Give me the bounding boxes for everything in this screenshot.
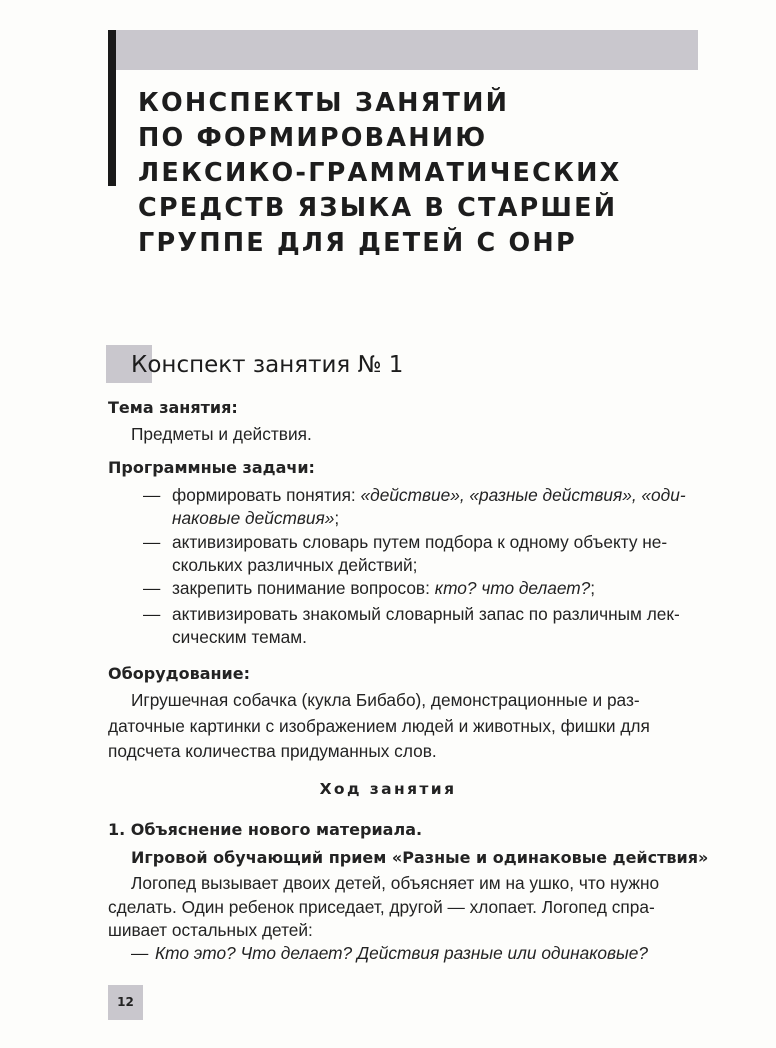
task-term: наковые действия» (172, 508, 335, 528)
task-line (172, 507, 339, 530)
task-line: скольких различных действий; (172, 555, 418, 575)
course-heading: Ход занятия (319, 780, 457, 798)
task-text: формировать понятия: (172, 485, 361, 505)
equipment-label: Оборудование: (108, 664, 250, 683)
list-dash: — (143, 485, 161, 505)
task-text: закрепить понимание вопросов: (172, 578, 435, 598)
task-line: активизировать знакомый словарный запас по различным лек- (172, 604, 680, 624)
list-dash: — (143, 578, 161, 598)
section-heading: 1. Объяснение нового материала. (108, 820, 423, 839)
chapter-title (138, 86, 738, 261)
task-line (172, 484, 686, 507)
lesson-title: Конспект занятия № 1 (131, 352, 404, 378)
dialogue-quote (155, 942, 648, 965)
chapter-title-line: ЛЕКСИКО-ГРАММАТИЧЕСКИХ (138, 158, 622, 188)
topic-text: Предметы и действия. (131, 424, 312, 444)
task-line: сическим темам. (172, 627, 307, 647)
dialogue-text: Кто это? Что делает? Действия разные или одинаковые? (155, 943, 648, 963)
equipment-line: Игрушечная собачка (кукла Бибабо), демонстрационные и раз- (131, 690, 640, 710)
body-line: сделать. Один ребенок приседает, другой — хлопает. Логопед спра- (108, 897, 655, 917)
page-number: 12 (117, 995, 134, 1009)
task-text: ; (334, 508, 340, 528)
topic-label: Тема занятия: (108, 398, 238, 417)
list-dash: — (143, 532, 161, 552)
task-text: ; (590, 578, 596, 598)
tasks-label: Программные задачи: (108, 458, 315, 477)
task-term: кто? что делает? (434, 578, 591, 598)
header-band (108, 30, 698, 70)
list-dash: — (143, 604, 161, 624)
body-line: шивает остальных детей: (108, 920, 313, 940)
chapter-title-line: ГРУППЕ ДЛЯ ДЕТЕЙ С ОНР (138, 228, 577, 258)
equipment-line: подсчета количества придуманных слов. (108, 741, 437, 761)
task-line: активизировать словарь путем подбора к одному объекту не- (172, 532, 668, 552)
equipment-line: даточные картинки с изображением людей и животных, фишки для (108, 716, 650, 736)
chapter-title-line: КОНСПЕКТЫ ЗАНЯТИЙ (138, 88, 510, 118)
technique-heading: Игровой обучающий прием «Разные и одинаковые действия» (131, 848, 709, 867)
quote-dash: — (131, 943, 149, 963)
task-line (172, 577, 595, 600)
chapter-title-line: СРЕДСТВ ЯЗЫКА В СТАРШЕЙ (138, 193, 618, 223)
chapter-title-line: ПО ФОРМИРОВАНИЮ (138, 123, 488, 153)
body-line: Логопед вызывает двоих детей, объясняет им на ушко, что нужно (131, 873, 660, 893)
header-rule (108, 30, 116, 186)
task-term: «действие», «разные действия», «оди- (360, 485, 686, 505)
